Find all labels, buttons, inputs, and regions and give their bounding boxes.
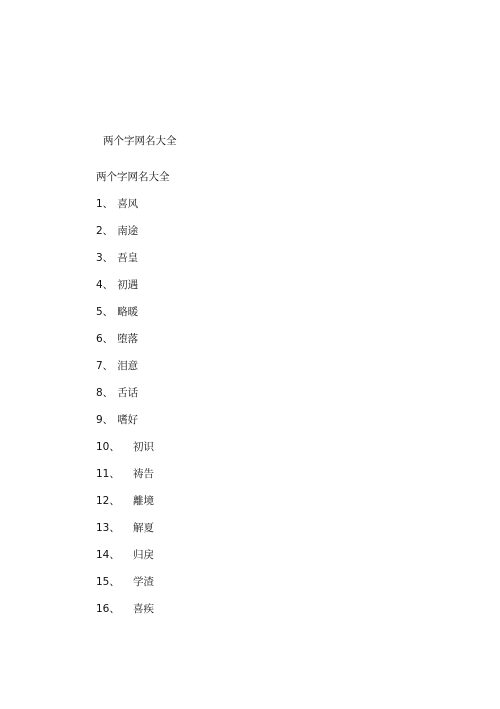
item-name: 初识 <box>133 441 154 453</box>
list-item <box>96 440 170 467</box>
list-item <box>96 332 170 359</box>
item-name: 泪意 <box>117 360 139 372</box>
list-item <box>96 386 170 413</box>
item-name: 嗜好 <box>117 414 139 426</box>
item-number: 4、 <box>96 279 114 291</box>
item-number: 11、 <box>96 468 120 480</box>
list-item <box>96 197 170 224</box>
item-number: 3、 <box>96 252 114 264</box>
document-title: 两个字网名大全 <box>103 135 177 147</box>
list-item <box>96 305 170 332</box>
item-number: 6、 <box>96 333 114 345</box>
item-number: 9、 <box>96 414 114 426</box>
list-item <box>96 467 170 494</box>
list-item <box>96 548 170 575</box>
item-name: 喜风 <box>117 198 139 210</box>
item-number: 13、 <box>96 522 120 534</box>
item-name: 吾皇 <box>117 252 139 264</box>
item-name: 南途 <box>117 225 139 237</box>
list-item <box>96 575 170 602</box>
item-number: 12、 <box>96 495 120 507</box>
list-item <box>96 521 170 548</box>
item-number: 2、 <box>96 225 114 237</box>
item-name: 解夏 <box>133 522 154 534</box>
item-number: 14、 <box>96 549 120 561</box>
item-number: 5、 <box>96 306 114 318</box>
item-name: 初遇 <box>117 279 139 291</box>
item-name: 堕落 <box>117 333 139 345</box>
list-item <box>96 494 170 521</box>
list-item <box>96 602 170 629</box>
item-name: 離境 <box>133 495 154 507</box>
list-item <box>96 224 170 251</box>
list-item <box>96 251 170 278</box>
item-name: 喜疾 <box>133 603 154 615</box>
list-item <box>96 413 170 440</box>
item-number: 15、 <box>96 576 120 588</box>
item-name: 祷告 <box>133 468 154 480</box>
item-number: 8、 <box>96 387 114 399</box>
item-name: 归戾 <box>133 549 154 561</box>
item-name: 学渣 <box>133 576 154 588</box>
list-item <box>96 359 170 386</box>
item-number: 7、 <box>96 360 114 372</box>
item-number: 10、 <box>96 441 120 453</box>
item-name: 舌话 <box>117 387 139 399</box>
name-list <box>96 170 170 629</box>
item-number: 1、 <box>96 198 114 210</box>
list-item <box>96 278 170 305</box>
item-name: 略暖 <box>117 306 139 318</box>
list-heading: 两个字网名大全 <box>96 171 170 183</box>
item-number: 16、 <box>96 603 120 615</box>
